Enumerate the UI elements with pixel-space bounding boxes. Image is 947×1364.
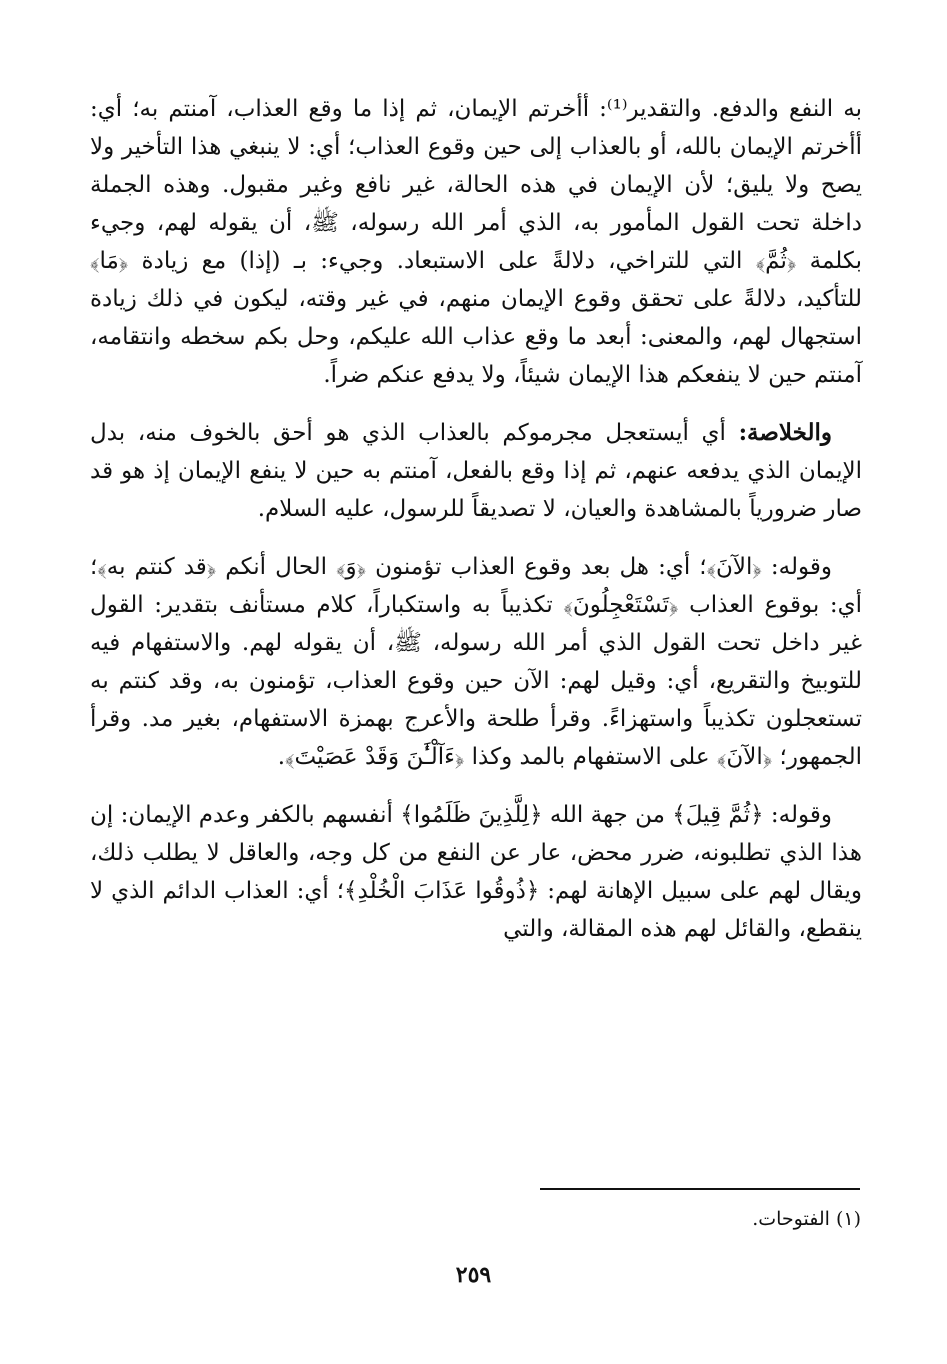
paragraph-2 bbox=[90, 414, 862, 528]
paragraph-2-lead: والخلاصة: bbox=[738, 419, 832, 446]
paragraph-1-text: به النفع والدفع. والتقدير⁽¹⁾: أأخرتم الإيمان، ثم إذا ما وقع العذاب، آمنتم به؛ أي: أأخرتم الإيمان بالله، أو بالعذاب إلى حين وقوع العذاب؛ أي: لا ينبغي هذا التأخير ولا يصح ولا يليق؛ لأن الإيمان في هذه الحالة، غير نافع وغير مقبول. وهذه الجملة داخلة تحت القول المأمور به، الذي أمر الله رسوله، ﷺ، أن يقوله لهم، وجيء بكلمة ﴿ثُمَّ﴾ التي للتراخي، دلالةً على الاستبعاد. وجيء: بـ (إذا) مع زيادة ﴿مَا﴾ للتأكيد، دلالةً على تحقق وقوع الإيمان منهم، في غير وقته، ليكون في ذلك زيادة استجهال لهم، والمعنى: أبعد ما وقع عذاب الله عليكم، وحل بكم سخطه وانتقامه، آمنتم حين لا ينفعكم هذا الإيمان شيئاً، ولا يدفع عنكم ضراً. bbox=[90, 96, 862, 388]
paragraph-4-text: وقوله: ﴿ثُمَّ قِيلَ﴾ من جهة الله ﴿لِلَّذِينَ ظَلَمُوا﴾ أنفسهم بالكفر وعدم الإيمان: إن هذا الذي تطلبونه، ضرر محض، عار عن النفع من كل وجه، والعاقل لا يطلب ذلك، ويقال لهم على سبيل الإهانة لهم: ﴿ذُوقُوا عَذَابَ الْخُلْدِ﴾؛ أي: العذاب الدائم الذي لا ينقطع، والقائل لهم هذه المقالة، والتي bbox=[90, 802, 862, 942]
page-body bbox=[90, 90, 862, 968]
paragraph-3-text: وقوله: ﴿الآنَ﴾؛ أي: هل بعد وقوع العذاب تؤمنون ﴿وَ﴾ الحال أنكم ﴿قد كنتم به﴾؛ أي: بوقوع العذاب ﴿تَسْتَعْجِلُونَ﴾ تكذيباً به واستكباراً، كلام مستأنف بتقدير: القول غير داخل تحت القول الذي أمر الله رسوله، ﷺ، أن يقوله لهم. والاستفهام فيه للتوبيخ والتقريع، أي: وقيل لهم: الآن حين وقوع العذاب، تؤمنون به، وقد كنتم به تستعجلون تكذيباً واستهزاءً. وقرأ طلحة والأعرج بهمزة الاستفهام، بغير مد. وقرأ الجمهور؛ ﴿الآنَ﴾ على الاستفهام بالمد وكذا ﴿ءَآلْـَٰٔنَ وَقَدْ عَصَيْتَ﴾. bbox=[90, 554, 862, 770]
footnote-divider bbox=[540, 1188, 860, 1190]
paragraph-4 bbox=[90, 796, 862, 948]
paragraph-3 bbox=[90, 548, 862, 776]
paragraph-2-text: أي أيستعجل مجرموكم بالعذاب الذي هو أحق بالخوف منه، بدل الإيمان الذي يدفعه عنهم، ثم إذا وقع بالفعل، آمنتم به حين لا ينفع الإيمان إذ هو قد صار ضرورياً بالمشاهدة والعيان، لا تصديقاً للرسول، عليه السلام. bbox=[90, 420, 862, 522]
paragraph-1 bbox=[90, 90, 862, 394]
page-number: ٢٥٩ bbox=[455, 1262, 492, 1288]
footnote: (١) الفتوحات. bbox=[752, 1208, 861, 1230]
